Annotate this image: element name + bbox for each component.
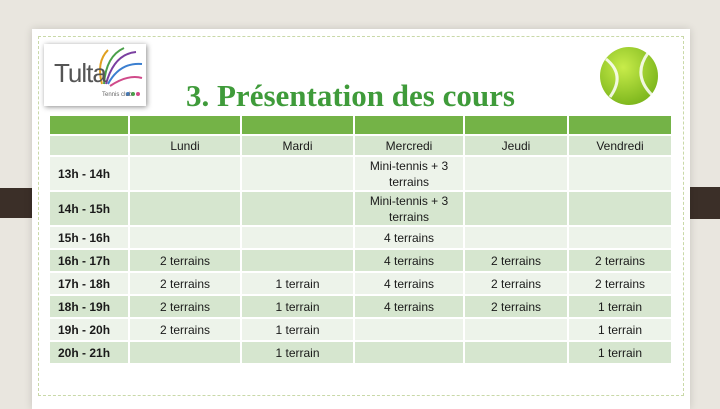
- logo-brand: Tulta: [54, 58, 106, 88]
- time-slot: 14h - 15h: [49, 191, 129, 226]
- table-cell: 1 terrain: [568, 341, 672, 364]
- schedule-table: [48, 114, 673, 365]
- table-cell: [464, 191, 568, 226]
- table-header-bar: [49, 115, 672, 135]
- day-header: Jeudi: [464, 135, 568, 156]
- table-cell: 2 terrains: [464, 272, 568, 295]
- day-header-row: [49, 135, 672, 156]
- header-cell: [354, 115, 464, 135]
- table-cell: 4 terrains: [354, 272, 464, 295]
- table-cell: [568, 156, 672, 191]
- table-cell: 2 terrains: [568, 272, 672, 295]
- time-slot: 19h - 20h: [49, 318, 129, 341]
- page-title: 3. Présentation des cours: [186, 78, 515, 113]
- table-row: [49, 272, 672, 295]
- table-cell: [129, 341, 241, 364]
- header-cell: [241, 115, 354, 135]
- day-header: Vendredi: [568, 135, 672, 156]
- table-row: [49, 249, 672, 272]
- table-cell: 1 terrain: [241, 295, 354, 318]
- day-header: Lundi: [129, 135, 241, 156]
- table-cell: 2 terrains: [129, 318, 241, 341]
- day-header: Mercredi: [354, 135, 464, 156]
- table-cell: 1 terrain: [241, 341, 354, 364]
- table-cell: 2 terrains: [129, 295, 241, 318]
- table-cell: [568, 191, 672, 226]
- table-row: [49, 341, 672, 364]
- table-row: [49, 156, 672, 191]
- club-logo: [44, 44, 146, 106]
- table-cell: [464, 318, 568, 341]
- table-cell: 2 terrains: [129, 272, 241, 295]
- table-cell: [129, 191, 241, 226]
- header-cell: [49, 115, 129, 135]
- table-cell: 1 terrain: [241, 318, 354, 341]
- table-cell: 1 terrain: [241, 272, 354, 295]
- tennis-ball-icon: [598, 45, 660, 107]
- table-cell: 4 terrains: [354, 249, 464, 272]
- table-cell: 1 terrain: [568, 318, 672, 341]
- table-row: [49, 191, 672, 226]
- table-cell: [568, 226, 672, 249]
- table-cell: 2 terrains: [568, 249, 672, 272]
- time-slot: 16h - 17h: [49, 249, 129, 272]
- table-row: [49, 226, 672, 249]
- table-cell: 1 terrain: [568, 295, 672, 318]
- table-cell: [354, 318, 464, 341]
- time-slot: 17h - 18h: [49, 272, 129, 295]
- table-row: [49, 295, 672, 318]
- table-cell: [129, 156, 241, 191]
- time-slot: 15h - 16h: [49, 226, 129, 249]
- table-cell: Mini-tennis + 3 terrains: [354, 156, 464, 191]
- time-slot: 20h - 21h: [49, 341, 129, 364]
- table-cell: [354, 341, 464, 364]
- table-cell: 2 terrains: [464, 295, 568, 318]
- day-header: [49, 135, 129, 156]
- time-slot: 13h - 14h: [49, 156, 129, 191]
- table-cell: [464, 226, 568, 249]
- table-cell: 2 terrains: [129, 249, 241, 272]
- header-cell: [568, 115, 672, 135]
- table-cell: 4 terrains: [354, 226, 464, 249]
- table-cell: 4 terrains: [354, 295, 464, 318]
- day-header: Mardi: [241, 135, 354, 156]
- table-cell: [241, 156, 354, 191]
- table-cell: [241, 249, 354, 272]
- table-cell: [241, 226, 354, 249]
- header-cell: [129, 115, 241, 135]
- table-cell: [241, 191, 354, 226]
- table-cell: Mini-tennis + 3 terrains: [354, 191, 464, 226]
- table-cell: [464, 156, 568, 191]
- logo-subtitle: Tennis club: [102, 92, 133, 98]
- header-cell: [464, 115, 568, 135]
- table-row: [49, 318, 672, 341]
- table-cell: [464, 341, 568, 364]
- time-slot: 18h - 19h: [49, 295, 129, 318]
- table-cell: [129, 226, 241, 249]
- table-cell: 2 terrains: [464, 249, 568, 272]
